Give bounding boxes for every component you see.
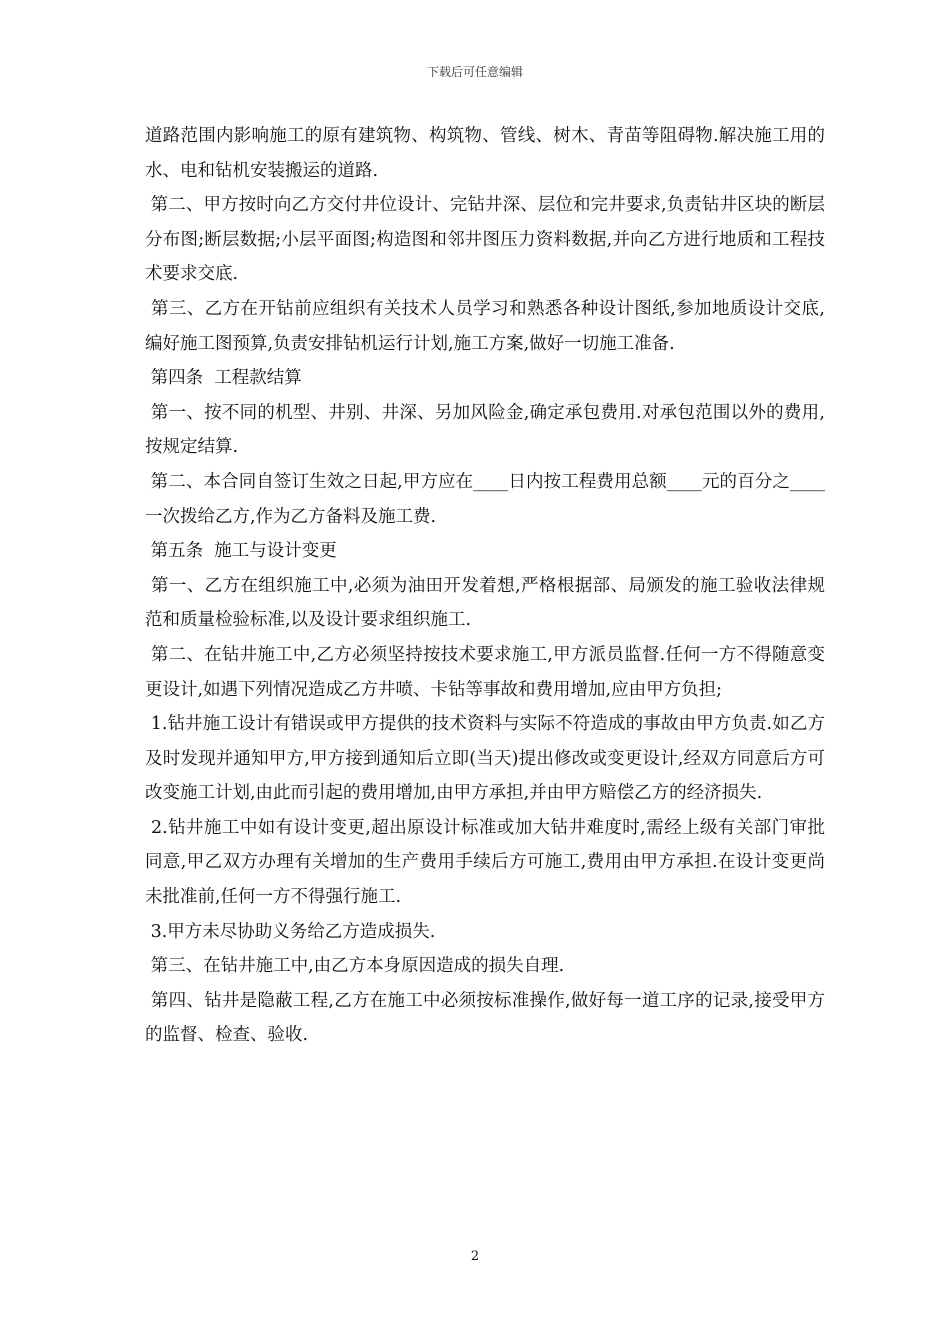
paragraph: 第二、在钻井施工中,乙方必须坚持按技术要求施工,甲方派员监督.任何一方不得随意变更设计,如遇下列情况造成乙方井喷、卡钻等事故和费用增加,应由甲方负担;	[145, 644, 825, 700]
paragraph: 第四、钻井是隐蔽工程,乙方在施工中必须按标准操作,做好每一道工序的记录,接受甲方的监督、检查、验收.	[145, 990, 825, 1046]
page-number: 2	[470, 1249, 480, 1264]
page-header: 下载后可任意编辑	[426, 65, 523, 79]
section-heading: 第四条 工程款结算	[145, 368, 302, 389]
document-body	[145, 119, 825, 1053]
paragraph: 第二、甲方按时向乙方交付井位设计、完钻井深、层位和完井要求,负责钻井区块的断层分布图;断层数据;小层平面图;构造图和邻井图压力资料数据,并向乙方进行地质和工程技术要求交底.	[145, 195, 825, 285]
section-heading: 第五条 施工与设计变更	[145, 541, 337, 562]
paragraph: 第一、按不同的机型、井别、井深、另加风险金,确定承包费用.对承包范围以外的费用,按规定结算.	[145, 402, 825, 458]
paragraph: 第三、在钻井施工中,由乙方本身原因造成的损失自理.	[145, 956, 565, 977]
list-item: 3.甲方未尽协助义务给乙方造成损失.	[145, 921, 436, 942]
paragraph: 第二、本合同自签订生效之日起,甲方应在____日内按工程费用总额____元的百分之____一次拨给乙方,作为乙方备料及施工费.	[145, 471, 825, 527]
paragraph: 道路范围内影响施工的原有建筑物、构筑物、管线、树木、青苗等阻碍物.解决施工用的水、电和钻机安装搬运的道路.	[145, 126, 825, 181]
list-item: 1.钻井施工设计有错误或甲方提供的技术资料与实际不符造成的事故由甲方负责.如乙方及时发现并通知甲方,甲方接到通知后立即(当天)提出修改或变更设计,经双方同意后方可改变施工计划,由此而引起的费用增加,由甲方承担,并由甲方赔偿乙方的经济损失.	[145, 714, 825, 804]
paragraph: 第一、乙方在组织施工中,必须为油田开发着想,严格根据部、局颁发的施工验收法律规范和质量检验标准,以及设计要求组织施工.	[145, 575, 825, 631]
list-item: 2.钻井施工中如有设计变更,超出原设计标准或加大钻井难度时,需经上级有关部门审批同意,甲乙双方办理有关增加的生产费用手续后方可施工,费用由甲方承担.在设计变更尚未批准前,任何一方不得强行施工.	[145, 817, 825, 908]
paragraph: 第三、乙方在开钻前应组织有关技术人员学习和熟悉各种设计图纸,参加地质设计交底,编好施工图预算,负责安排钻机运行计划,施工方案,做好一切施工准备.	[145, 298, 825, 354]
